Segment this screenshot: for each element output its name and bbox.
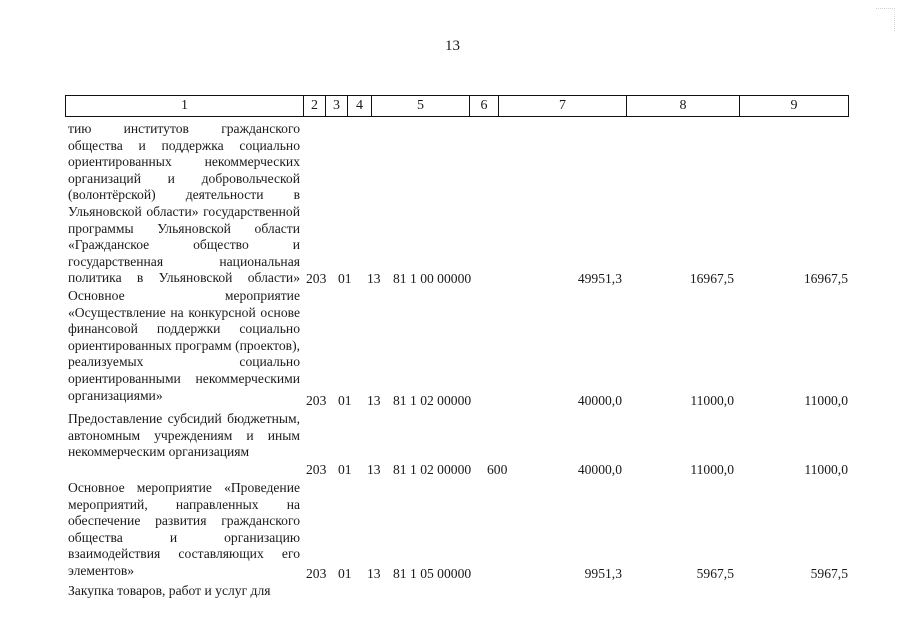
row-1-col5: 81 1 00 00000 <box>393 271 472 286</box>
header-col-4: 4 <box>347 96 371 116</box>
table-header-row <box>65 95 849 117</box>
row-2-col7: 40000,0 <box>577 393 622 408</box>
row-1-description: тию институтов гражданского общества и поддержка социально ориентированных некоммерческих организаций и добровольческой (волонтёрской) деятельности в Ульяновской области» государственной программы Ульяновской области «Гражданское общество и государственная национальная политика в Ульяновской области» <box>68 121 300 286</box>
header-col-2: 2 <box>303 96 325 116</box>
row-4-col3: 01 <box>338 566 352 581</box>
row-5-description: Закупка товаров, работ и услуг для <box>68 583 271 598</box>
header-col-6: 6 <box>469 96 498 116</box>
row-1-col2: 203 <box>306 271 327 286</box>
page-number: 13 <box>445 38 460 54</box>
header-col-9: 9 <box>739 96 849 116</box>
row-4-col8: 5967,5 <box>696 566 734 581</box>
row-4-col7: 9951,3 <box>584 566 622 581</box>
header-col-5: 5 <box>371 96 469 116</box>
row-3-col9: 11000,0 <box>804 462 848 477</box>
row-4-col9: 5967,5 <box>810 566 848 581</box>
row-4-col5: 81 1 05 00000 <box>393 566 472 581</box>
row-1-col9: 16967,5 <box>803 271 848 286</box>
row-3-col5: 81 1 02 00000 <box>393 462 472 477</box>
row-2-col2: 203 <box>306 393 327 408</box>
row-3-col6: 600 <box>487 462 508 477</box>
row-2-col9: 11000,0 <box>804 393 848 408</box>
row-1-col3: 01 <box>338 271 352 286</box>
row-3-col7: 40000,0 <box>577 462 622 477</box>
row-3-col2: 203 <box>306 462 327 477</box>
row-3-col3: 01 <box>338 462 352 477</box>
row-4-col4: 13 <box>367 566 381 581</box>
row-1-col8: 16967,5 <box>689 271 734 286</box>
header-col-8: 8 <box>626 96 739 116</box>
row-2-col8: 11000,0 <box>690 393 734 408</box>
header-col-7: 7 <box>498 96 626 116</box>
row-2-col4: 13 <box>367 393 381 408</box>
row-3-col8: 11000,0 <box>690 462 734 477</box>
row-3-description: Предоставление субсидий бюджетным, автономным учреждениям и иным некоммерческим организациям <box>68 411 300 460</box>
row-3-col4: 13 <box>367 462 381 477</box>
header-col-1: 1 <box>65 96 303 116</box>
row-2-description: Основное мероприятие «Осуществление на конкурсной основе финансовой поддержки социально ориентированных программ (проектов), реализуемых социально ориентированными некоммерческими организациями» <box>68 288 300 403</box>
header-col-3: 3 <box>325 96 347 116</box>
row-2-col5: 81 1 02 00000 <box>393 393 472 408</box>
row-1-col4: 13 <box>367 271 381 286</box>
row-1-col7: 49951,3 <box>577 271 622 286</box>
row-2-col3: 01 <box>338 393 352 408</box>
row-4-description: Основное мероприятие «Проведение мероприятий, направленных на обеспечение развития гражданского общества и организацию взаимодействия составляющих его элементов» <box>68 480 300 578</box>
scan-artifact <box>876 8 895 31</box>
row-4-col2: 203 <box>306 566 327 581</box>
